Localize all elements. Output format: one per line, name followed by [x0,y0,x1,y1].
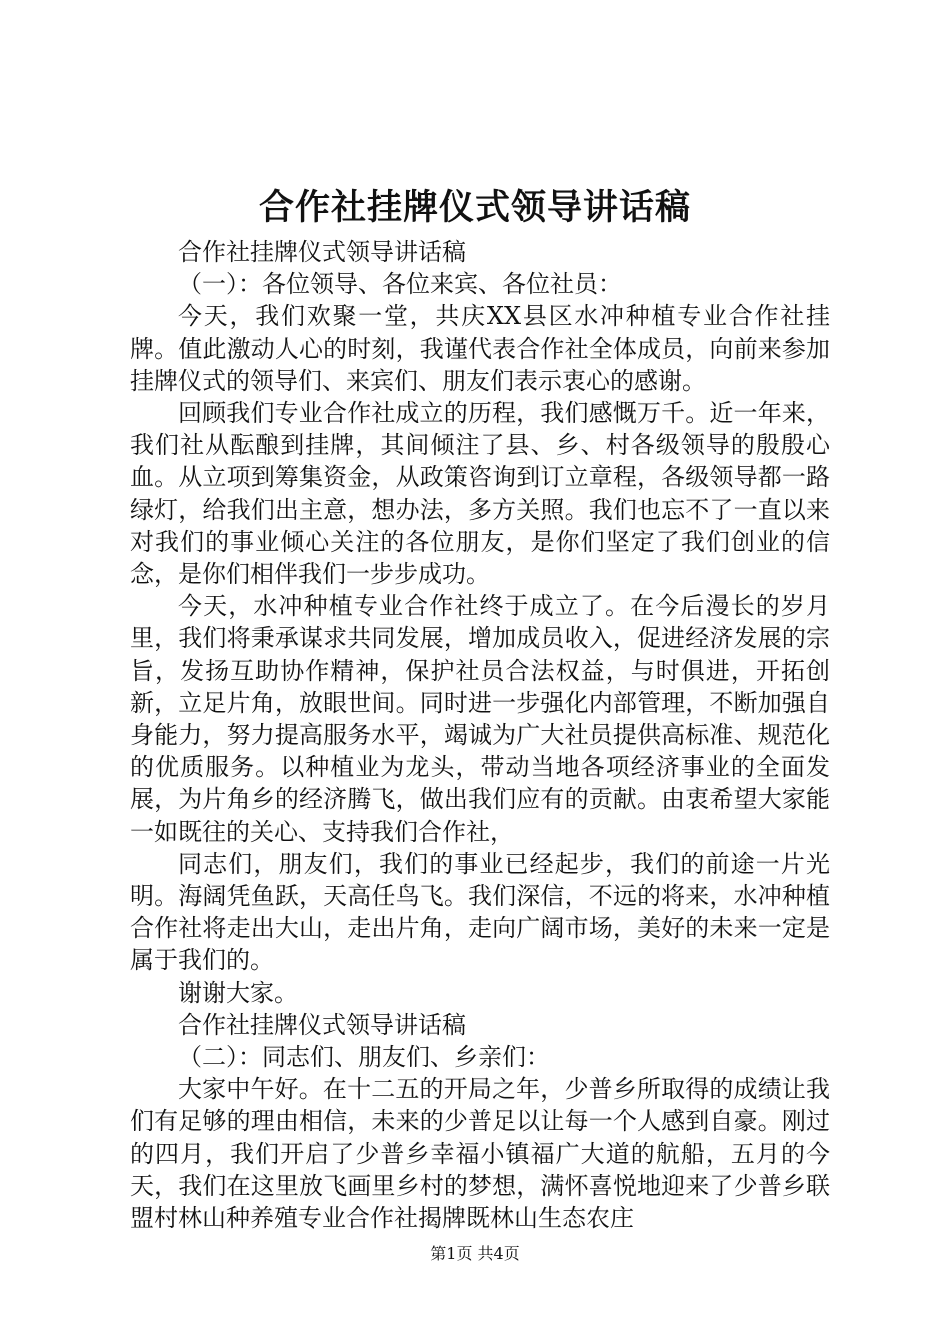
paragraph: 今天，我们欢聚一堂，共庆XX县区水冲种植专业合作社挂牌。值此激动人心的时刻，我谨代表合作社全体成员，向前来参加挂牌仪式的领导们、来宾们、朋友们表示衷心的感谢。 [130,302,830,395]
paragraph: 同志们，朋友们，我们的事业已经起步，我们的前途一片光明。海阔凭鱼跃，天高任鸟飞。我们深信，不远的将来，水冲种植合作社将走出大山，走出片角，走向广阔市场，美好的未来一定是属于我们的。 [130,849,830,975]
paragraph: 合作社挂牌仪式领导讲话稿 [178,1010,466,1039]
page-number-footer: 第1页 共4页 [430,1244,520,1263]
paragraph: 今天，水冲种植专业合作社终于成立了。在今后漫长的岁月里，我们将秉承谋求共同发展，增加成员收入，促进经济发展的宗旨，发扬互助协作精神，保护社员合法权益，与时俱进，开拓创新，立足片角，放眼世间。同时进一步强化内部管理，不断加强自身能力，努力提高服务水平，竭诚为广大社员提供高标准、规范化的优质服务。以种植业为龙头，带动当地各项经济事业的全面发展，为片角乡的经济腾飞，做出我们应有的贡献。由衷希望大家能一如既往的关心、支持我们合作社， [130,592,830,846]
document-title: 合作社挂牌仪式领导讲话稿 [258,187,691,228]
paragraph: 谢谢大家。 [178,978,298,1007]
paragraph: （一）：各位领导、各位来宾、各位社员： [178,270,622,299]
document-body [130,236,830,1234]
paragraph: （二）：同志们、朋友们、乡亲们： [178,1043,550,1072]
paragraph: 大家中午好。在十二五的开局之年，少普乡所取得的成绩让我们有足够的理由相信，未来的少普足以让每一个人感到自豪。刚过的四月，我们开启了少普乡幸福小镇福广大道的航船，五月的今天，我们在这里放飞画里乡村的梦想，满怀喜悦地迎来了少普乡联盟村林山种养殖专业合作社揭牌既林山生态农庄 [130,1075,830,1233]
paragraph: 合作社挂牌仪式领导讲话稿 [178,238,466,266]
paragraph: 回顾我们专业合作社成立的历程，我们感慨万千。近一年来，我们社从酝酿到挂牌，其间倾注了县、乡、村各级领导的殷殷心血。从立项到筹集资金，从政策咨询到订立章程，各级领导都一路绿灯，给我们出主意，想办法，多方关照。我们也忘不了一直以来对我们的事业倾心关注的各位朋友，是你们坚定了我们创业的信念，是你们相伴我们一步步成功。 [130,399,830,589]
